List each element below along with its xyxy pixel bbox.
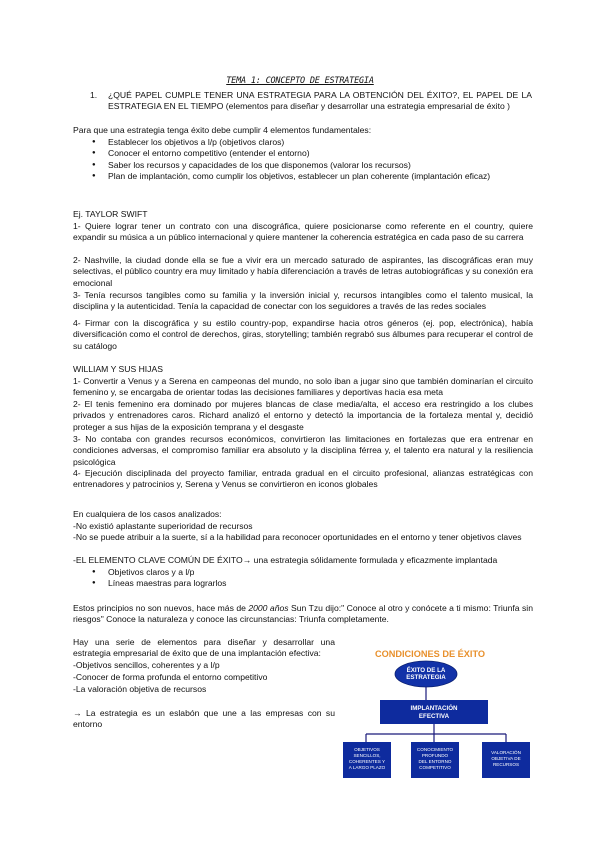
taylor-point-1: 1- Quiere lograr tener un contrato con una discográfica, quiere posicionarse como referente en el country, quiere expandir su música a un público internacional y quiere mantener la coherencia estratégica en cada paso de su carrera [73,221,533,243]
list-item: ● Conocer el entorno competitivo (entender el entorno) [88,148,533,159]
elements-intro: Hay una serie de elementos para diseñar y desarrollar una estrategia empresarial de éxito que de una implantación efectiva: [73,637,335,659]
environment-line-4: COMPETITIVO [419,765,451,770]
diagram-title: CONDICIONES DE ÉXITO [374,649,486,659]
elements-line-1: -Objetivos sencillos, coherentes y a l/p [73,660,220,670]
williams-point-4: 4- Ejecución disciplinada del proyecto familiar, entrada gradual en el circuito profesional, alianzas estratégicas con entrenadores y patrocinios y, Serena y Venus se convirtieron en iconos globales [73,468,533,490]
environment-line-1: CONOCIMIENTO [416,747,454,752]
list-item: ● Saber los recursos y capacidades de los que disponemos (valorar los recursos) [88,160,533,171]
taylor-heading: Ej. TAYLOR SWIFT [73,209,148,219]
ellipse-line-2: ESTRATEGIA [406,674,446,681]
implementation-line-2: EFECTIVA [418,713,450,720]
resources-line-1: VALORACIÓN [491,750,521,755]
suntzu-paragraph [73,603,533,626]
environment-line-2: PROFUNDO [421,753,449,758]
list-item: ● Líneas maestras para lograrlos [88,578,488,589]
fundamentals-list [88,137,533,183]
ellipse-line-1: ÉXITO DE LA [406,667,446,674]
question-text: ¿QUÉ PAPEL CUMPLE TENER UNA ESTRATEGIA PARA LA OBTENCIÓN DEL ÉXITO?, EL PAPEL DE LA ESTRATEGIA EN EL TIEMPO (elementos para diseñar y desarrollar una estrategia empresarial de éxito ) [108,90,532,112]
success-conditions-diagram [340,648,534,780]
elements-line-2: -Conocer de forma profunda el entorno competitivo [73,672,268,682]
cases-line-1: -No existió aplastante superioridad de recursos [73,521,253,531]
implementation-box [380,700,488,724]
objectives-line-4: A LARGO PLAZO [348,765,386,770]
suntzu-post: Sun Tzu dijo:" Conoce al otro y conócete a ti mismo: Triunfa sin riesgos" Conoce la naturaleza y conoce las circunstancias: Triunfa completamente. [73,603,533,625]
cases-intro: En cualquiera de los casos analizados: [73,509,222,519]
page-title: TEMA 1: CONCEPTO DE ESTRATEGIA [226,76,374,86]
resources-line-2: OBJETIVA DE [491,756,521,761]
taylor-point-2: 2- Nashville, la ciudad donde ella se fue a vivir era un mercado saturado de aspirantes, las discográficas eran muy selectivas, el público country era muy limitado y había diferenciación a través de letras autobiográficas y su conexión era emocional [73,255,533,288]
objectives-line-1: OBJETIVOS [354,747,380,752]
williams-point-2: 2- El tenis femenino era dominado por mujeres blancas de clase media/alta, el acceso era restringido a los clubes privados y entrenadores caros. Richard analizó el entorno y detectó la importancia de la fortaleza mental y, decidió proteger a sus hijas de la exposición temprana y el desgaste [73,399,533,432]
elements-conclusion: → La estrategia es un eslabón que une a las empresas con su entorno [73,708,335,730]
williams-point-1: 1- Convertir a Venus y a Serena en campeonas del mundo, no solo iban a jugar sino que también dominarían el circuito femenino y, se encargaba de orientar todas las decisiones familiares y deportivas hacia esa meta [73,376,533,398]
suntzu-pre: Estos principios no son nuevos, hace más de [73,603,249,613]
taylor-point-4: 4- Firmar con la discográfica y su estilo country-pop, expandirse hacia otros géneros (ej. pop, electrónica), había diversificación como el control de derechos, giras, storytelling; también regrabó sus álbumes para recuperar el control de su catálogo [73,318,533,351]
cases-line-2: -No se puede atribuir a la suerte, sí a la habilidad para reconocer oportunidades en el entorno y tener objetivos claves [73,532,522,542]
implementation-line-1: IMPLANTACIÓN [410,705,458,712]
intro-text: Para que una estrategia tenga éxito debe cumplir 4 elementos fundamentales: [73,125,372,135]
suntzu-years: 2000 años [248,603,289,613]
williams-heading: WILLIAM Y SUS HIJAS [73,364,163,374]
williams-point-3: 3- No contaba con grandes recursos económicos, convirtieron las limitaciones en fortalezas que era entrenar en condiciones adversas, el compromiso familiar era absoluto y la disciplina férrea y, el talento era natural y la resiliencia psicológica [73,434,533,467]
cases-list [88,567,488,590]
list-item: ● Plan de implantación, como cumplir los objetivos, establecer un plan coherente (implantación eficaz) [88,171,533,182]
taylor-point-3: 3- Tenía recursos tangibles como su familia y la inversión inicial y, recursos intangibles como el talento musical, la disciplina y la autenticidad. Tenía la capacidad de conectar con los seguidores a través de las redes sociales [73,290,533,312]
objectives-line-3: COHERENTES Y [348,759,386,764]
environment-line-3: DEL ENTORNO [418,759,452,764]
resources-line-3: RECURSOS [492,762,520,767]
question-number: 1. [90,90,98,100]
list-item: ● Establecer los objetivos a l/p (objetivos claros) [88,137,533,148]
elements-line-3: -La valoración objetiva de recursos [73,684,207,694]
objectives-line-2: SENCILLOS, [353,753,381,758]
list-item: ● Objetivos claros y a l/p [88,567,488,578]
cases-line-3: -EL ELEMENTO CLAVE COMÚN DE ÉXITO→ una estrategia sólidamente formulada y eficazmente implantada [73,555,498,565]
